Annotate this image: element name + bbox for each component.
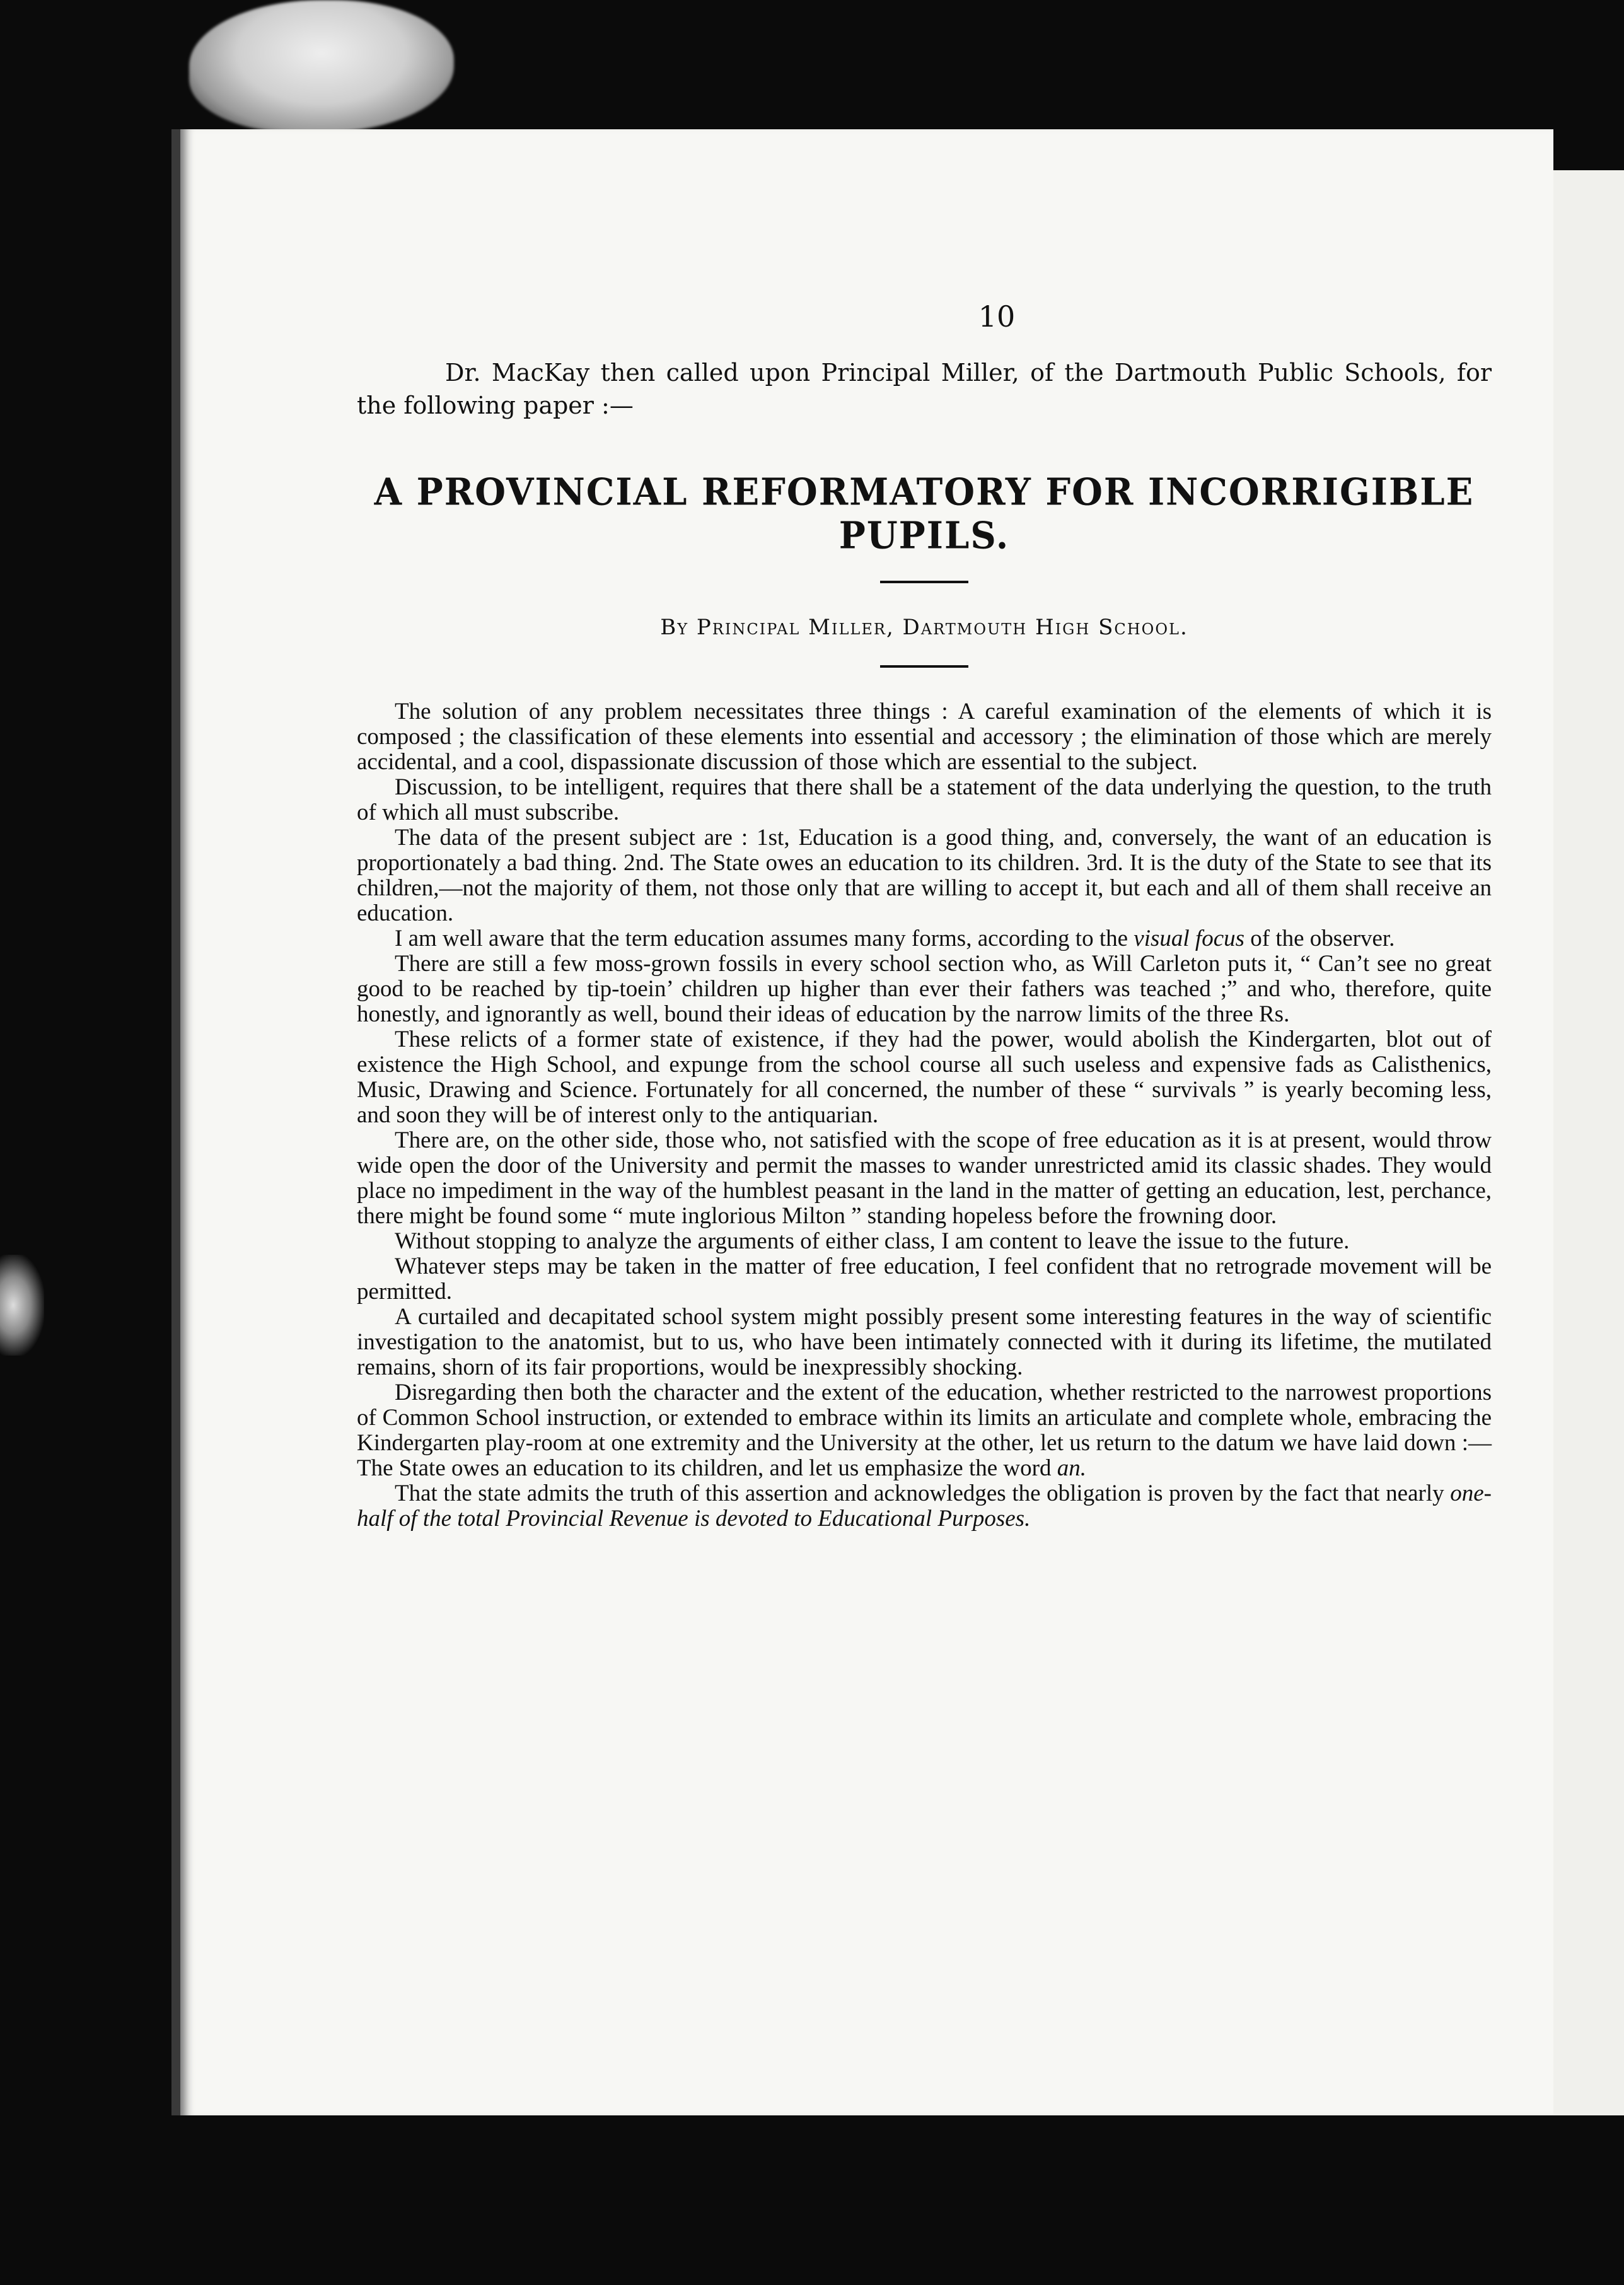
article-body [357,699,1492,1532]
paragraph-2: Discussion, to be intelligent, requires that there shall be a statement of the data underlying the question, to the truth of which all must subscribe. [357,774,1492,825]
title-divider [880,581,968,583]
paragraph-4-text: I am well aware that the term education assumes many forms, according to the [395,926,1134,951]
paragraph-4 [357,926,1492,951]
paragraph-7: There are, on the other side, those who, not satisfied with the scope of free education as it is at present, would throw wide open the door of the University and permit the masses to wander unrestricted amid its classic shades. They would place no impediment in the way of the humblest peasant in the land in the matter of getting an education, lest, perchance, there might be found some “ mute inglorious Milton ” standing hopeless before the frowning door. [357,1127,1492,1229]
paragraph-12-text: That the state admits the truth of this assertion and acknowledges the obligation is proven by the fact that nearly [395,1480,1451,1506]
paragraph-5: There are still a few moss-grown fossils in every school section who, as Will Carleton puts it, “ Can’t see no great good to be reached by tip-toein’ children up higher than ever their fathers was teached ;” and who, therefore, quite honestly, and ignorantly as well, bound their ideas of education by the narrow limits of the three Rs. [357,951,1492,1027]
paragraph-10: A curtailed and decapitated school system might possibly present some interesting features in the way of scientific investigation to the anatomist, but to us, who have been intimately connected with it during its lifetime, the mutilated remains, shorn of its fair proportions, would be inexpressibly shocking. [357,1304,1492,1380]
paragraph-8: Without stopping to analyze the arguments of either class, I am content to leave the issue to the future. [395,1228,1350,1254]
paragraph-11-italic: an. [1057,1455,1086,1481]
byline: By Principal Miller, Dartmouth High School. [660,615,1188,640]
paragraph-1: The solution of any problem necessitates three things : A careful examination of the elements of which it is composed ; the classification of these elements into essential and accessory ; the elimination of those which are merely accidental, and a cool, dispassionate discussion of those which are essential to the subject. [357,699,1492,775]
page-content [357,299,1492,1532]
paragraph-12-italic: one-half of the total Provincial Revenue is devoted to Educational Purposes. [357,1480,1492,1532]
document-page [171,129,1553,2115]
paragraph-9: Whatever steps may be taken in the matter of free education, I feel confident that no retrograde movement will be permitted. [357,1253,1492,1305]
paragraph-4-italic: visual focus [1134,926,1245,951]
article-title: A PROVINCIAL REFORMATORY FOR INCORRIGIBLE PUPILS. [374,470,1475,558]
byline-divider [880,665,968,668]
paragraph-3: The data of the present subject are : 1st, Education is a good thing, and, conversely, the want of an education is proportionately a bad thing. 2nd. The State owes an education to its children. 3rd. It is the duty of the State to see that its children,—not the majority of them, not those only that are willing to accept it, but each and all of them shall receive an education. [357,825,1492,926]
paragraph-6: These relicts of a former state of existence, if they had the power, would abolish the Kindergarten, blot out of existence the High School, and expunge from the school course all such useless and expensive fads as Calisthenics, Music, Drawing and Science. Fortunately for all concerned, the number of these “ survivals ” is yearly becoming less, and soon they will be of interest only to the antiquarian. [357,1026,1492,1128]
adjacent-page-edge [1543,170,1624,2119]
intro-paragraph: Dr. MacKay then called upon Principal Miller, of the Dartmouth Public Schools, for the following paper :— [357,359,1492,419]
paragraph-11 [357,1380,1492,1481]
edge-debris [0,1255,44,1356]
paragraph-11-text: Disregarding then both the character and the extent of the education, whether restricted to the narrowest proportions of Common School instruction, or extended to embrace within its limits an articulate and complete whole, embracing the Kindergarten play-room at one extremity and the University at the other, let us return to the datum we have laid down :—The State owes an education to its children, and let us emphasize the word [357,1380,1492,1481]
scan-border [0,2115,1624,2285]
paragraph-12 [357,1481,1492,1532]
paragraph-4-tail: of the observer. [1244,926,1395,951]
paper-debris [189,0,454,132]
page-number: 10 [978,299,1016,334]
